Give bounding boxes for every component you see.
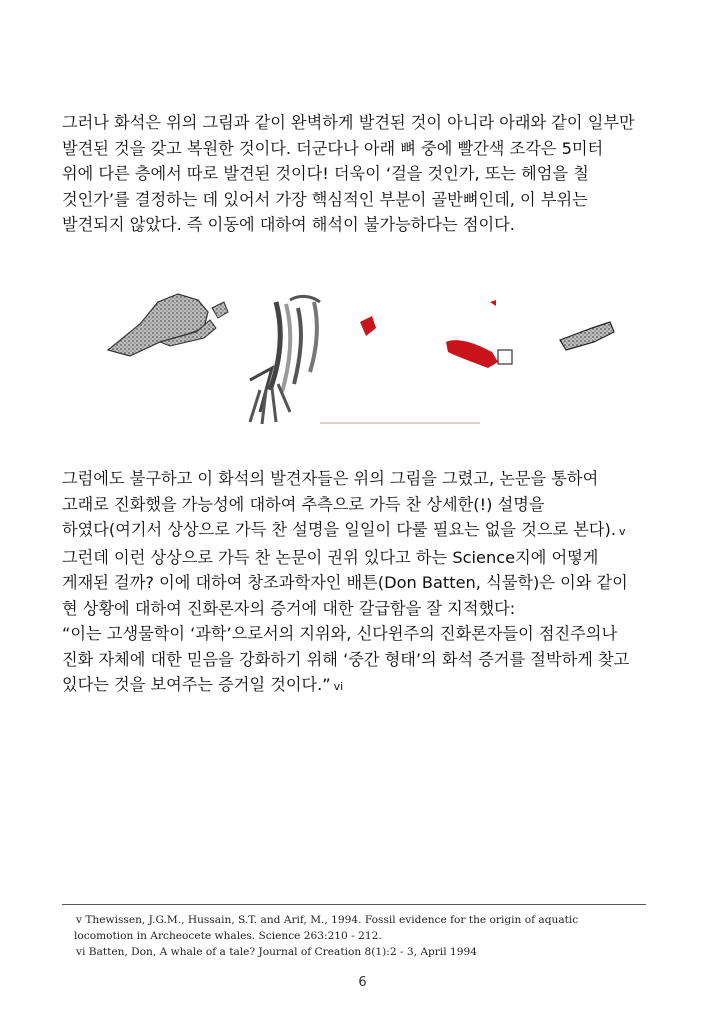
text-line: 게재된 걸까? 이에 대하여 창조과학자인 배튼(Don Batten, 식물학)은 이와 같이 — [62, 573, 628, 592]
text-segment: 하였다(여기서 상상으로 가득 찬 설명을 일일이 다룰 필요는 없을 것으로 본다). — [62, 520, 616, 539]
text-line — [62, 517, 682, 545]
fossil-bones-figure — [100, 272, 620, 432]
red-fragment-bone — [446, 340, 498, 368]
toe-bone — [272, 388, 276, 422]
white-fragment — [498, 350, 512, 364]
text-line: 진화 자체에 대한 믿음을 강화하기 위해 ‘중간 형태’의 화석 증거를 절박하게 찾고 — [62, 649, 630, 669]
footnote-entry: v Thewissen, J.G.M., Hussain, S.T. and Arif, M., 1994. Fossil evidence for the origin of aquatic — [76, 914, 579, 926]
red-fragment-tiny — [490, 300, 496, 306]
vertebra-fossil — [560, 322, 614, 350]
footnote-marker-vi[interactable]: vi — [333, 680, 344, 693]
faint-caption-line — [320, 422, 480, 424]
text-line — [62, 672, 682, 700]
footnote-marker-v[interactable]: v — [618, 525, 626, 538]
text-line: 그럼에도 불구하고 이 화석의 발견자들은 위의 그림을 그렸고, 논문을 통하여 — [62, 469, 599, 488]
paragraph-2 — [62, 466, 682, 700]
text-line: 발견된 것을 갖고 복원한 것이다. 더군다나 아래 뼈 중에 빨간색 조각은 5미터 — [62, 138, 604, 158]
toe-bone — [262, 390, 266, 424]
toe-bone — [250, 390, 260, 422]
limb-bone — [250, 368, 272, 412]
rib-bone — [290, 296, 320, 302]
text-line: 발견되지 않았다. 즉 이동에 대하여 해석이 불가능하다는 점이다. — [62, 215, 515, 234]
text-line: “이는 고생물학이 ‘과학’으로서의 지위와, 신다윈주의 진화론자들이 점진주의나 — [62, 624, 618, 643]
rib-bone — [294, 308, 301, 384]
rib-bone — [310, 302, 317, 372]
footnotes — [76, 912, 656, 960]
text-line: 것인가’를 결정하는 데 있어서 가장 핵심적인 부분이 골반뼈인데, 이 부위는 — [62, 189, 588, 209]
text-segment: 있다는 것을 보여주는 증거일 것이다.” — [62, 675, 331, 694]
footnote-entry: locomotion in Archeocete whales. Science 263:210 - 212. — [74, 930, 382, 942]
text-line: 그러나 화석은 위의 그림과 같이 완벽하게 발견된 것이 아니라 아래와 같이 일부만 — [62, 113, 635, 132]
rib-bone — [270, 302, 280, 390]
page-number: 6 — [358, 975, 367, 990]
text-line: 그런데 이런 상상으로 가득 찬 논문이 권위 있다고 하는 Science지에 어떻게 — [62, 547, 599, 567]
footnote-entry: vi Batten, Don, A whale of a tale? Journal of Creation 8(1):2 - 3, April 1994 — [76, 946, 477, 958]
footnote-divider — [62, 904, 646, 905]
skull-fossil — [108, 294, 208, 356]
paragraph-1 — [62, 110, 682, 238]
rib-bone — [282, 304, 290, 392]
red-fragment-small — [360, 316, 376, 336]
text-line: 위에 다른 층에서 따로 발견된 것이다! 더욱이 ‘걸을 것인가, 또는 헤엄을 칠 — [62, 164, 589, 183]
text-line: 고래로 진화했을 가능성에 대하여 추측으로 가득 찬 상세한(!) 설명을 — [62, 494, 545, 514]
tooth-fragment — [212, 302, 228, 318]
text-line: 현 상황에 대하여 진화론자의 증거에 대한 갈급함을 잘 지적했다: — [62, 598, 516, 618]
